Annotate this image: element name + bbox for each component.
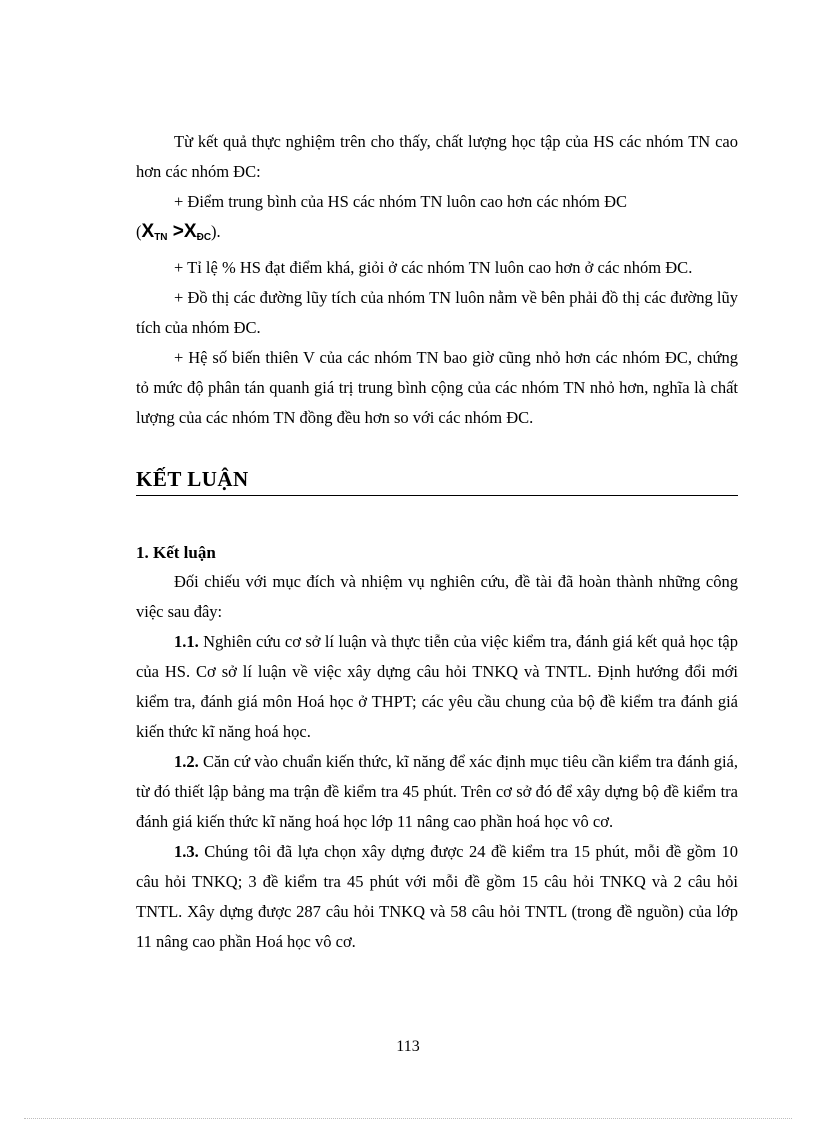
conclusion-intro: Đối chiếu với mục đích và nhiệm vụ nghiên cứu, đề tài đã hoàn thành những công việc sau đây: — [136, 572, 738, 621]
conclusion-item — [136, 747, 738, 837]
point-average-score: + Điểm trung bình của HS các nhóm TN luôn cao hơn các nhóm ĐC — [174, 192, 628, 211]
point-variation-coefficient: + Hệ số biến thiên V của các nhóm TN bao giờ cũng nhỏ hơn các nhóm ĐC, chứng tỏ mức độ phân tán quanh giá trị trung bình cộng của các nhóm TN nhỏ hơn, nghĩa là chất lượng của các nhóm TN đồng đều hơn so với các nhóm ĐC. — [136, 348, 738, 427]
item-text: Nghiên cứu cơ sở lí luận và thực tiễn của việc kiểm tra, đánh giá kết quả học tập của HS. Cơ sở lí luận về việc xây dựng câu hỏi TNKQ và TNTL. Định hướng đổi mới kiểm tra, đánh giá môn Hoá học ở THPT; các yêu cầu chung của bộ đề kiểm tra đánh giá kiến thức kĩ năng hoá học. — [136, 632, 738, 741]
conclusion-item — [136, 627, 738, 747]
results-intro: Từ kết quả thực nghiệm trên cho thấy, chất lượng học tập của HS các nhóm TN cao hơn các nhóm ĐC: — [136, 132, 738, 181]
conclusion-body — [136, 567, 738, 957]
item-number: 1.3. — [174, 842, 199, 861]
point-cumulative-graph: + Đồ thị các đường lũy tích của nhóm TN luôn nằm về bên phải đồ thị các đường lũy tích của nhóm ĐC. — [136, 288, 738, 337]
subsection-heading: 1. Kết luận — [136, 543, 216, 562]
point-good-rate: + Tỉ lệ % HS đạt điểm khá, giỏi ở các nhóm TN luôn cao hơn ở các nhóm ĐC. — [174, 258, 693, 277]
page-border-line — [24, 1118, 792, 1119]
conclusion-item — [136, 837, 738, 957]
item-number: 1.1. — [174, 632, 199, 651]
page-number: 113 — [396, 1038, 420, 1055]
results-summary — [136, 127, 738, 433]
item-number: 1.2. — [174, 752, 199, 771]
average-formula: $(X_{TN} >X_{ĐC})$. — [136, 221, 221, 243]
item-text: Căn cứ vào chuẩn kiến thức, kĩ năng để xác định mục tiêu cần kiểm tra đánh giá, từ đó thiết lập bảng ma trận đề kiểm tra 45 phút. Trên cơ sở đó để xây dựng bộ đề kiểm tra đánh giá kiến thức kĩ năng hoá học lớp 11 nâng cao phần hoá học vô cơ. — [136, 752, 738, 831]
section-heading: KẾT LUẬN — [136, 466, 738, 496]
item-text: Chúng tôi đã lựa chọn xây dựng được 24 đề kiểm tra 15 phút, mỗi đề gồm 10 câu hỏi TNKQ; 3 đề kiểm tra 45 phút với mỗi đề gồm 15 câu hỏi TNKQ và 2 câu hỏi TNTL. Xây dựng được 287 câu hỏi TNKQ và 58 câu hỏi TNTL (trong đề nguồn) của lớp 11 nâng cao phần Hoá học vô cơ. — [136, 842, 738, 951]
formula-expression: $X_{TN} >X_{ĐC}$ — [141, 221, 212, 243]
